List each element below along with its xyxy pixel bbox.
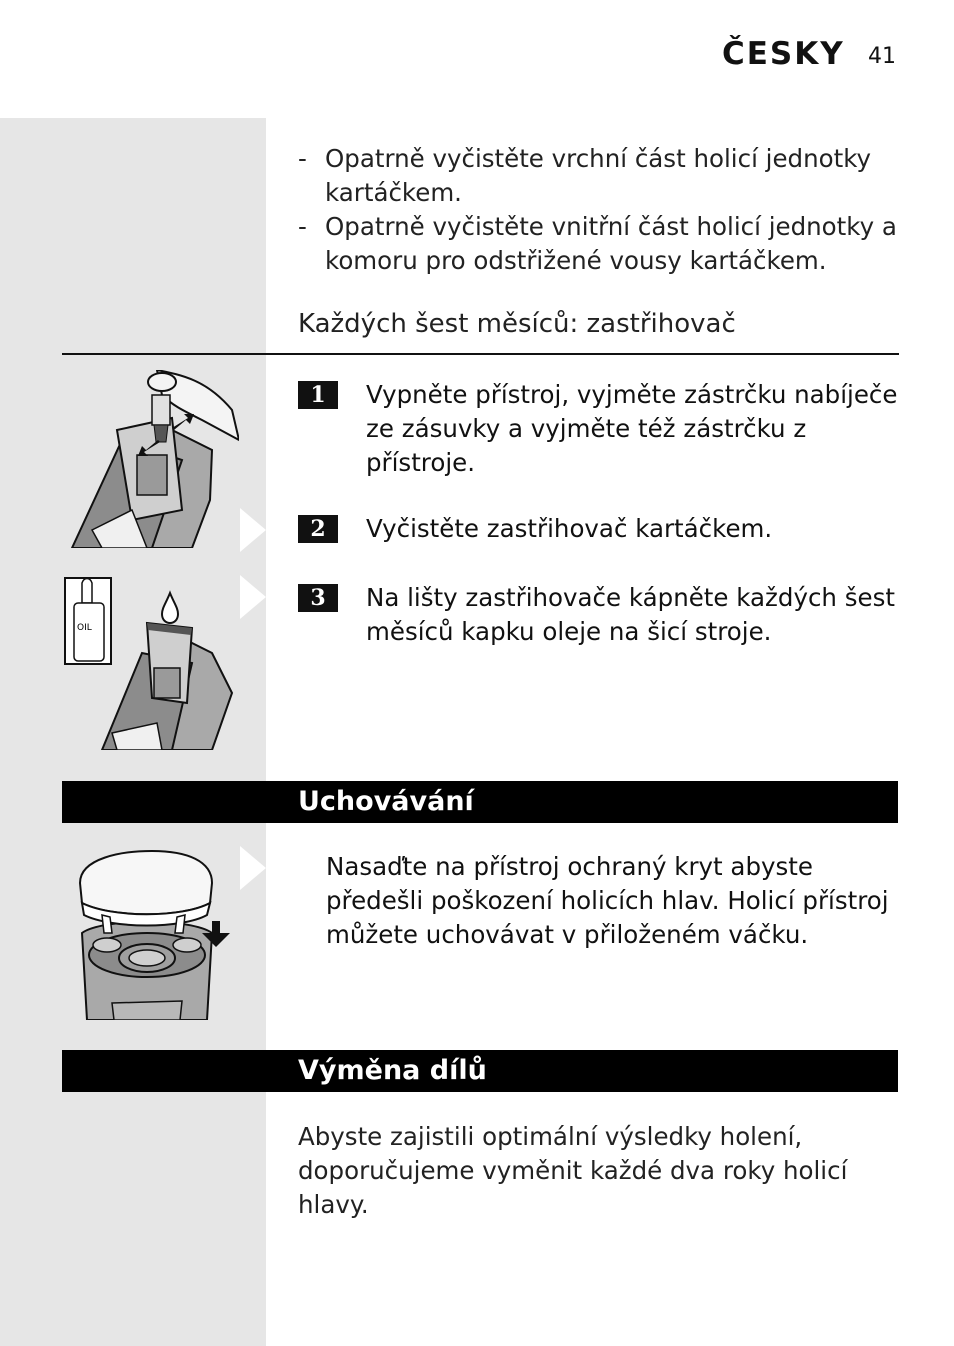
bullet-dash: - bbox=[298, 212, 307, 241]
section-rule bbox=[62, 353, 899, 355]
storage-section-bar bbox=[62, 781, 898, 823]
header-language: ČESKY bbox=[722, 36, 845, 72]
step-number-3: 3 bbox=[298, 584, 338, 612]
replacement-section-title: Výměna dílů bbox=[298, 1055, 487, 1086]
pointer-triangle bbox=[240, 575, 266, 619]
replacement-paragraph: Abyste zajistili optimální výsledky holení, doporučujeme vyměnit každé dva roky holicí hlavy. bbox=[298, 1122, 848, 1219]
trimmer-brush-drawing bbox=[62, 370, 239, 548]
replacement-section-bar bbox=[62, 1050, 898, 1092]
step-text-2: Vyčistěte zastřihovač kartáčkem. bbox=[366, 514, 773, 543]
step-text-1: Vypněte přístroj, vyjměte zástrčku nabíječe ze zásuvky a vyjměte též zástrčku z přístroje. bbox=[366, 380, 898, 477]
pointer-triangle bbox=[240, 846, 266, 890]
storage-paragraph: Nasaďte na přístroj ochraný kryt abyste předešli poškození holicích hlav. Holicí přístroj můžete uchovávat v přiloženém váčku. bbox=[326, 852, 889, 949]
bullet-text: Opatrně vyčistěte vnitřní část holicí jednotky a komoru pro odstřižené vousy kartáčkem. bbox=[325, 212, 897, 275]
page-number: 41 bbox=[868, 44, 896, 69]
step-text-3: Na lišty zastřihovače kápněte každých šest měsíců kapku oleje na šicí stroje. bbox=[366, 583, 895, 646]
pointer-triangle bbox=[240, 508, 266, 552]
trimmer-brush-illustration bbox=[62, 370, 239, 548]
step-number-2: 2 bbox=[298, 515, 338, 543]
trimmer-oil-illustration bbox=[62, 573, 239, 750]
bullet-text: Opatrně vyčistěte vrchní část holicí jednotky kartáčkem. bbox=[325, 144, 872, 207]
protection-cap-drawing bbox=[62, 843, 239, 1020]
storage-section-title: Uchovávání bbox=[298, 786, 474, 817]
trimmer-section-title: Každých šest měsíců: zastřihovač bbox=[298, 309, 736, 339]
bullet-dash: - bbox=[298, 144, 307, 173]
trimmer-oil-drawing bbox=[62, 573, 239, 750]
protection-cap-illustration bbox=[62, 843, 239, 1020]
oil-bottle-label: OIL bbox=[77, 623, 92, 633]
step-number-1: 1 bbox=[298, 381, 338, 409]
